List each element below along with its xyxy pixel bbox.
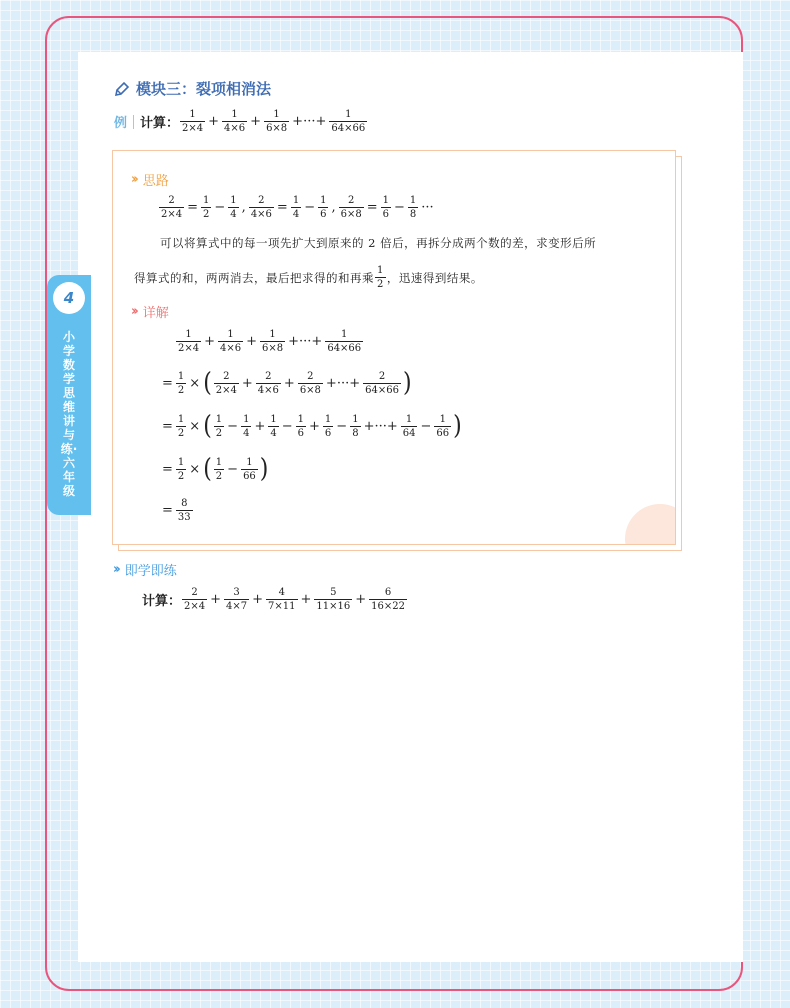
pen-icon <box>114 81 130 97</box>
example-tag: 例 <box>114 116 128 131</box>
thinking-text-1: 可以将算式中的每一项先扩大到原来的 2 倍后，再拆分成两个数的差，求变形后所 <box>160 236 597 250</box>
decoration <box>625 504 676 545</box>
thinking-formula: $\frac{2}{2\times 4}$ = $\frac{1}{2}$ − $\frac{1}{4}$ , $\frac{2}{4\times 6}$ = $\frac{1}{4}$ − $\frac{1}{6}$ , $\frac{2}{6\times 8}$ = $\frac{1}{6}$ − $\frac{1}{8}$ ··· <box>161 195 434 220</box>
solution-step-4: = $\frac{1}{2}$ × ( $\frac{1}{2}$ − $\frac{1}{66}$ ) <box>162 453 269 484</box>
practice-formula: 计算： $\frac{2}{2\times 4}$ + $\frac{3}{4\times 7}$ + $\frac{4}{7\times 11}$ + $\frac{5}{11\times 16}$ + $\frac{6}{16\times 22}$ <box>142 587 405 612</box>
example-label: 计算： <box>140 116 180 131</box>
example-line: 例 计算： $\frac{1}{2\times 4}$ + $\frac{1}{4\times 6}$ + $\frac{1}{6\times 8}$ +···+ $\frac{1}{64\times 66}$ <box>114 109 366 134</box>
module-title <box>114 78 271 99</box>
solution-step-2: = $\frac{1}{2}$ × ( $\frac{2}{2\times 4}$ + $\frac{2}{4\times 6}$ + $\frac{2}{6\times 8}$ +···+ $\frac{2}{64\times 66}$ ) <box>162 367 412 398</box>
chevron-icon: ›› <box>131 304 136 319</box>
practice-heading: ›› 即学即练 <box>113 562 177 579</box>
page-number-badge: 4 <box>53 282 85 314</box>
book-title: 小学数学思维讲与练·六年级 <box>60 330 78 498</box>
solution-step-1: $\frac{1}{2\times 4}$ + $\frac{1}{4\times 6}$ + $\frac{1}{6\times 8}$ +···+ $\frac{1}{64\times 66}$ <box>178 329 362 354</box>
solution-step-3: = $\frac{1}{2}$ × ( $\frac{1}{2}$ − $\frac{1}{4}$ + $\frac{1}{4}$ − $\frac{1}{6}$ + $\frac{1}{6}$ − $\frac{1}{8}$ +···+ $\frac{1}{64}$ − $\frac{1}{66}$ ) <box>162 410 462 441</box>
thinking-text-2: 得算式的和，两两消去，最后把求得的和再乘 $\frac{1}{2}$ ，迅速得到结果。 <box>134 265 483 290</box>
chevron-icon: ›› <box>131 172 136 187</box>
thinking-heading: ›› 思路 <box>131 172 169 189</box>
divider <box>133 115 134 129</box>
solution-heading: ›› 详解 <box>131 304 169 321</box>
solution-result: = $\frac{8}{33}$ <box>162 498 191 523</box>
module-title-text: 模块三：裂项相消法 <box>136 80 272 98</box>
chevron-icon: ›› <box>113 562 118 577</box>
